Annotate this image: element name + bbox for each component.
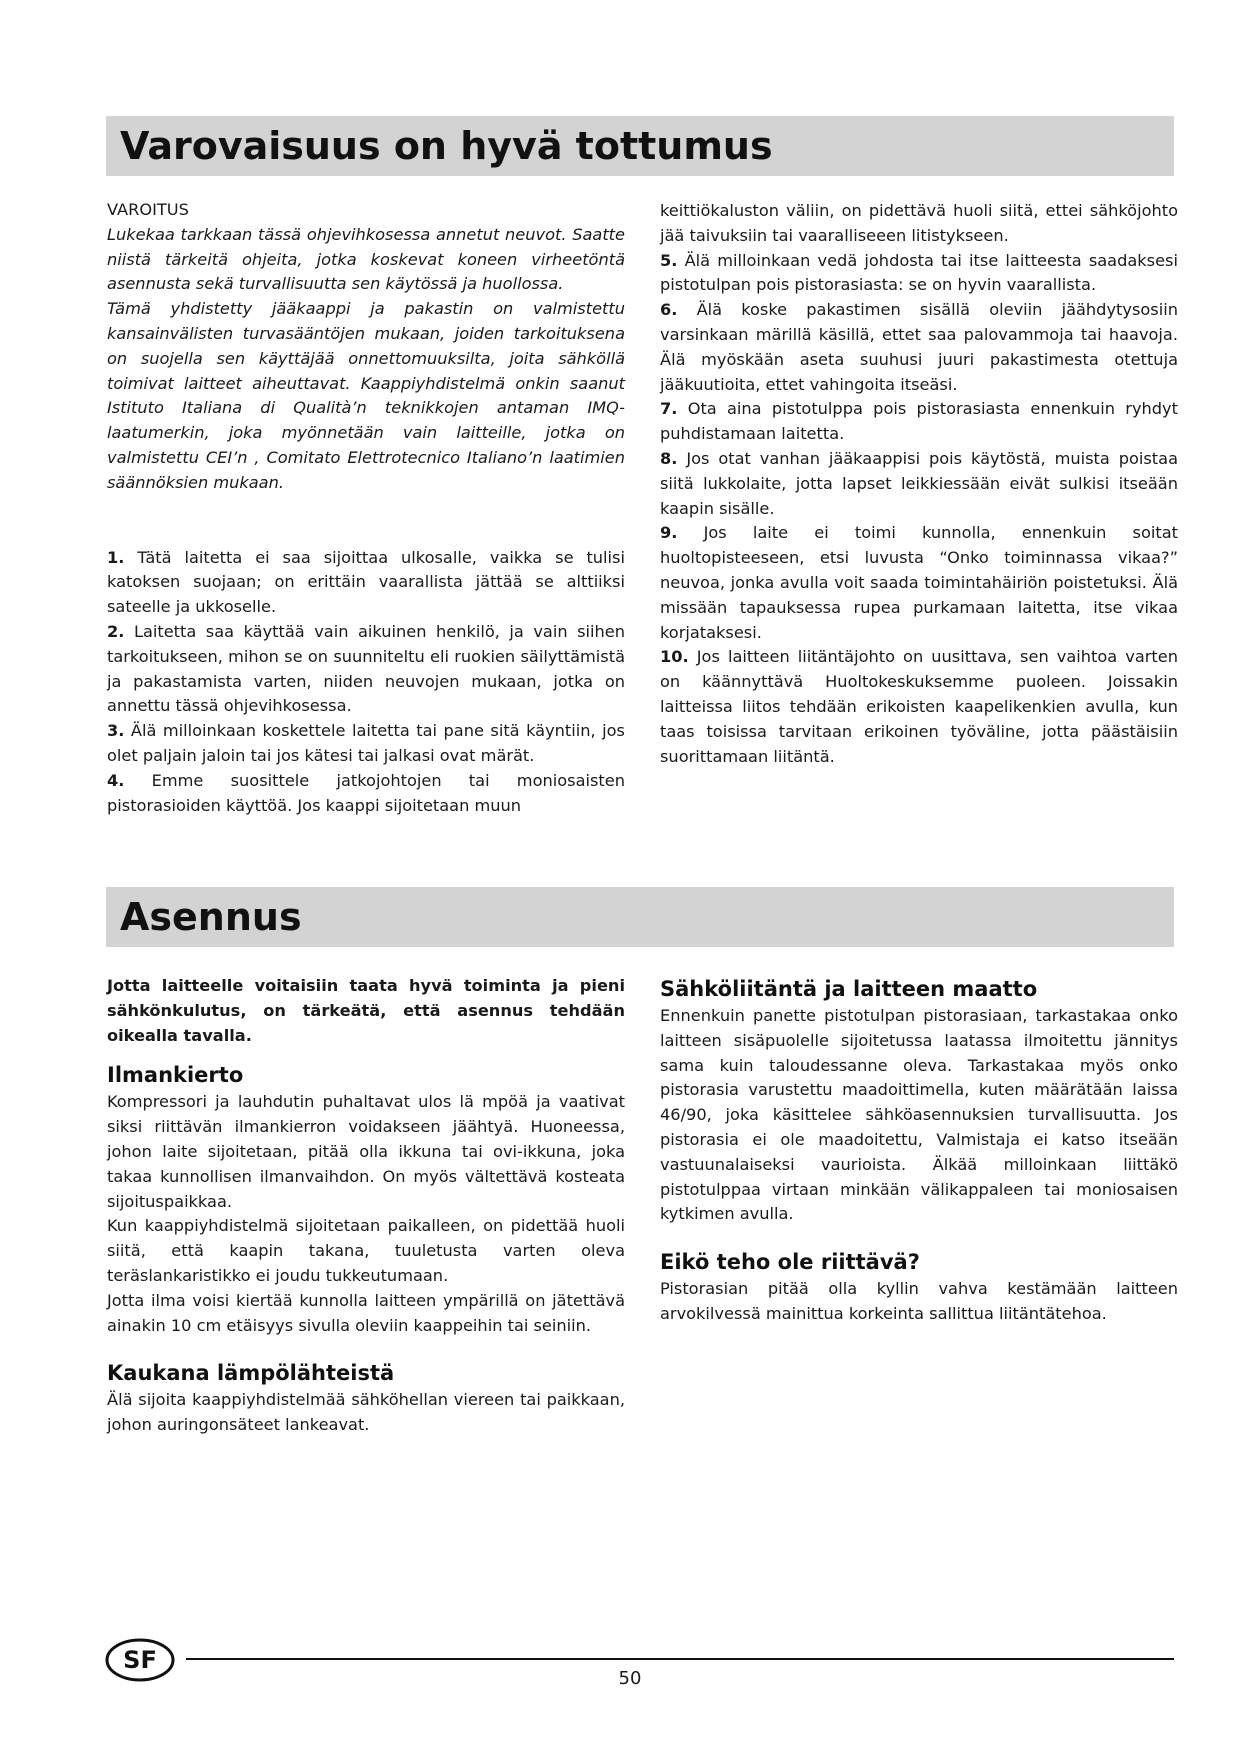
safety-item bbox=[660, 645, 1178, 769]
country-code-logo bbox=[104, 1637, 176, 1683]
installation-lead: Jotta laitteelle voitaisiin taata hyvä toiminta ja pieni sähkönkulutus, on tärkeätä, että asennus tehdään oikealla tavalla. bbox=[107, 976, 625, 1045]
heat-sources-paragraph: Älä sijoita kaappiyhdistelmää sähköhellan viereen tai paikkaan, johon auringonsäteet lankeavat. bbox=[107, 1390, 625, 1435]
item-number: 3. bbox=[107, 721, 125, 741]
safety-item bbox=[660, 447, 1178, 521]
warning-label: VAROITUS bbox=[107, 200, 189, 219]
ventilation-paragraph: Kun kaappiyhdistelmä sijoitetaan paikalleen, on pidettää huoli siitä, että kaapin takana, tuuletusta varten oleva teräslankaristikko ei joudu tukkeutumaan. bbox=[107, 1216, 625, 1285]
item-number: 10. bbox=[660, 647, 689, 667]
footer-divider bbox=[186, 1658, 1174, 1660]
item-text: Älä milloinkaan vedä johdosta tai itse laitteesta saadaksesi pistotulpan pois pistorasiasta: se on hyvin vaarallista. bbox=[660, 250, 1178, 295]
power-heading: Eikö teho ole riittävä? bbox=[660, 1250, 920, 1275]
item-text: Älä koske pakastimen sisällä oleviin jäähdytysosiin varsinkaan märillä käsillä, ettet saa palovammoja tai haavoja. Älä myöskään aseta suuhusi juuri pakastimesta otettuja jääkuutioita, ettet vahingoita itseäsi. bbox=[660, 300, 1178, 394]
safety-item bbox=[660, 249, 1178, 299]
item-continuation: keittiökaluston väliin, on pidettävä huoli siitä, ettei sähköjohto jää taivuksiin tai vaaralliseeen litistykseen. bbox=[660, 201, 1178, 245]
safety-item bbox=[660, 298, 1178, 397]
electrical-paragraph: Ennenkuin panette pistotulpan pistorasiaan, tarkastakaa onko laitteen sisäpuolelle sijoitetussa laatassa ilmoitettu jännitys sama kuin taloudessanne oleva. Tarkastakaa myös onko pistorasia varustettu maadoittimella, kuten määrätään laissa 46/90, joka käsittelee sähköasennuksien turvallisuutta. Jos pistorasia ei ole maadoitettu, Valmistaja ei katso itseään vastuunalaiseksi vaurioista. Älkää milloinkaan liittäkö pistotulppaa virtaan minkään välikappaleen tai moniosaisen kytkimen avulla. bbox=[660, 1006, 1178, 1224]
safety-item bbox=[107, 620, 625, 719]
item-number: 7. bbox=[660, 399, 678, 419]
section-title-safety: Varovaisuus on hyvä tottumus bbox=[106, 116, 1174, 176]
item-text: Emme suosittele jatkojohtojen tai moniosaisten pistorasioiden käyttöä. Jos kaappi sijoitetaan muun bbox=[107, 770, 625, 815]
intro-paragraph: Tämä yhdistetty jääkaappi ja pakastin on valmistettu kansainvälisten turvasääntöjen mukaan, joiden tarkoituksena on suojella sen käyttäjää onnettomuuksilta, joita sähköllä toimivat laitteet aiheuttavat. Kaappiyhdistelmä onkin saanut Istituto Italiana di Qualità’n teknikkojen antaman IMQ-laatumerkin, joka myönnetään vain laitteille, jotka on valmistettu CEI’n , Comitato Elettrotecnico Italiano’n laatimien säännöksien mukaan. bbox=[107, 299, 625, 492]
item-number: 5. bbox=[660, 250, 678, 270]
safety-item bbox=[660, 521, 1178, 645]
item-text: Älä milloinkaan koskettele laitetta tai pane sitä käyntiin, jos olet paljain jaloin tai jos kätesi tai jalkasi ovat märät. bbox=[107, 721, 625, 765]
item-text: Tätä laitetta ei saa sijoittaa ulkosalle, vaikka se tulisi katoksen suojaan; on erittäin vaarallista jättää se alttiiksi sateelle ja ukkoselle. bbox=[107, 547, 625, 617]
item-number: 4. bbox=[107, 770, 125, 790]
installation-left-column bbox=[107, 974, 625, 1438]
safety-item bbox=[660, 397, 1178, 447]
item-number: 6. bbox=[660, 300, 678, 320]
item-number: 8. bbox=[660, 448, 678, 468]
item-number: 2. bbox=[107, 621, 125, 641]
item-text: Jos laitteen liitäntäjohto on uusittava, sen vaihtoa varten on käännyttävä Huoltokeskuksemme puoleen. Joissakin laitteissa liitos tehdään erikoisten kaapelikenkien avulla, kun taas toisissa tarvitaan erikoinen työväline, jotta päästäisiin suorittamaan liitäntä. bbox=[660, 647, 1178, 766]
item-text: Jos laite ei toimi kunnolla, ennenkuin soitat huoltopisteeseen, etsi luvusta “Onko toiminnassa vikaa?” neuvoa, jonka avulla voit saada toimintahäiriön poistetuksi. Älä missään tapauksessa rupea purkamaan laitetta, itse vikaa korjataksesi. bbox=[660, 523, 1178, 642]
heat-sources-heading: Kaukana lämpölähteistä bbox=[107, 1361, 395, 1386]
ventilation-paragraph: Kompressori ja lauhdutin puhaltavat ulos lä mpöä ja vaativat siksi riittävän ilmankierron voidakseen jäähtyä. Huoneessa, johon laite sijoitetaan, pitää olla ikkuna tai ovi-ikkuna, joka takaa kunnollisen ilmanvaihdon. On myös vältettävä kosteata sijoituspaikkaa. bbox=[107, 1092, 625, 1211]
ventilation-heading: Ilmankierto bbox=[107, 1063, 244, 1088]
safety-item bbox=[107, 546, 625, 620]
electrical-heading: Sähköliitäntä ja laitteen maatto bbox=[660, 977, 1038, 1001]
intro-paragraph: Lukekaa tarkkaan tässä ohjevihkosessa annetut neuvot. Saatte niistä tärkeitä ohjeita, jotka koskevat koneen virheetöntä asennusta sekä turvallisuutta sen käytössä ja huollossa. bbox=[107, 224, 625, 294]
power-paragraph: Pistorasian pitää olla kyllin vahva kestämään laitteen arvokilvessä mainittua korkeinta sallittua liitäntätehoa. bbox=[660, 1279, 1178, 1323]
safety-left-column bbox=[107, 198, 625, 818]
country-code-text: SF bbox=[123, 1646, 157, 1674]
safety-item bbox=[107, 719, 625, 769]
item-text: Laitetta saa käyttää vain aikuinen henkilö, ja vain siihen tarkoitukseen, mihon se on suunniteltu eli ruokien säilyttämistä ja pakastamista varten, niiden neuvojen mukaan, jotka on annettu tässä ohjevihkosessa. bbox=[107, 621, 625, 716]
item-text: Ota aina pistotulppa pois pistorasiasta ennenkuin ryhdyt puhdistamaan laitetta. bbox=[660, 399, 1178, 444]
item-number: 9. bbox=[660, 523, 678, 543]
safety-right-column bbox=[660, 199, 1178, 769]
section-title-installation: Asennus bbox=[106, 887, 1174, 947]
ventilation-paragraph: Jotta ilma voisi kiertää kunnolla laitteen ympärillä on jätettävä ainakin 10 cm etäisyys sivulla oleviin kaappeihin tai seiniin. bbox=[107, 1290, 625, 1335]
installation-right-column bbox=[660, 974, 1178, 1327]
safety-item bbox=[107, 769, 625, 819]
page-number: 50 bbox=[618, 1668, 642, 1689]
item-number: 1. bbox=[107, 547, 125, 567]
item-text: Jos otat vanhan jääkaappisi pois käytöstä, muista poistaa siitä lukkolaite, jotta lapset leikkiessään eivät sulkisi itseään kaapin sisälle. bbox=[660, 448, 1178, 518]
